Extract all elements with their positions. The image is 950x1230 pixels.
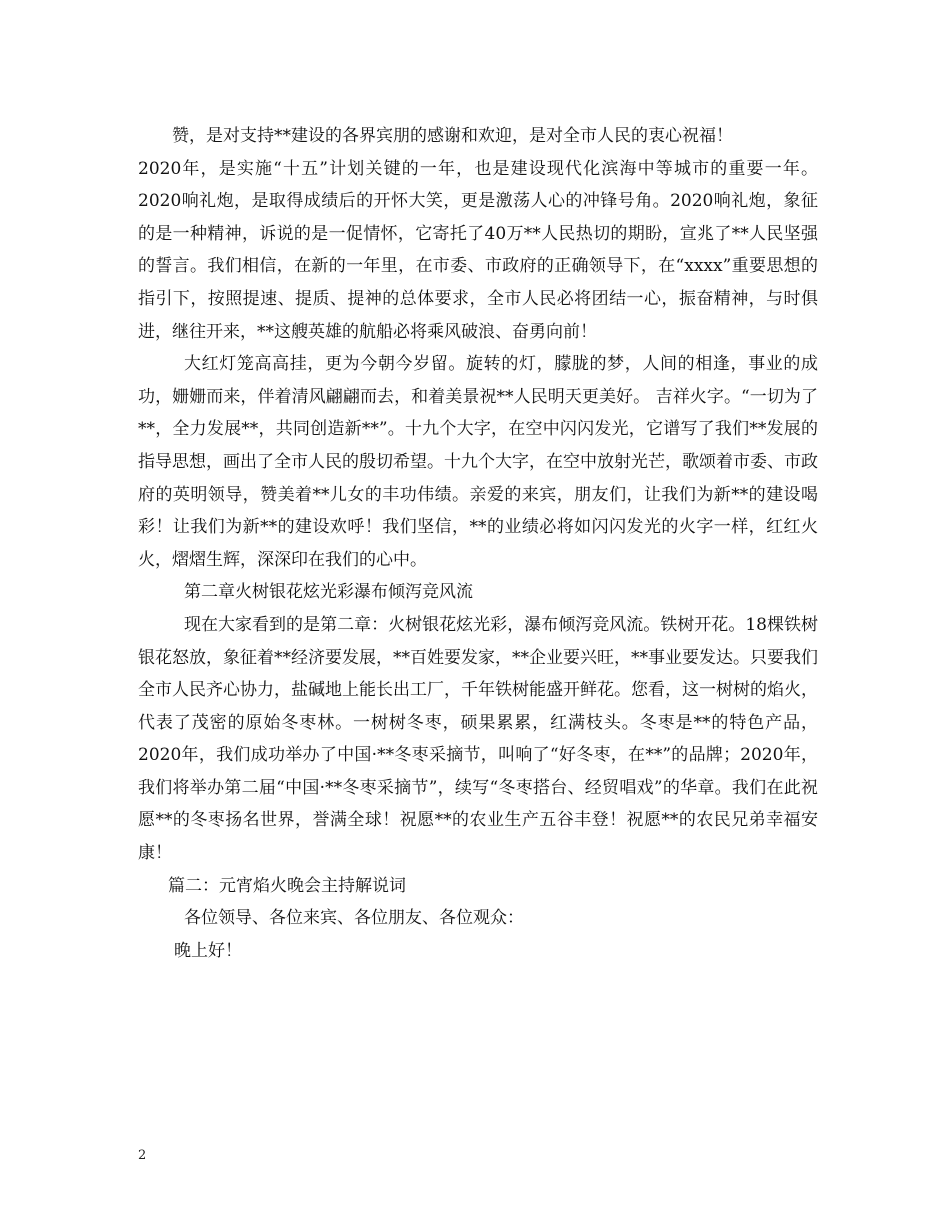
page-number: 2 [138, 1148, 147, 1163]
paragraph: 现在大家看到的是第二章：火树银花炫光彩，瀑布倾泻竞风流。铁树开花。18棵铁树银花怒放，象征着**经济要发展，**百姓要发家，**企业要兴旺，**事业要发达。只要我们全市人民齐心协力，盐碱地上能长出工厂，千年铁树能盛开鲜花。您看，这一树树的焰火，代表了茂密的原始冬枣林。一树树冬枣，硕果累累，红满枝头。冬枣是**的特色产品，2020年，我们成功举办了中国·**冬枣采摘节，叫响了“好冬枣，在**”的品牌；2020年，我们将举办第二届“中国·**冬枣采摘节”，续写“冬枣搭台、经贸唱戏”的华章。我们在此祝愿**的冬枣扬名世界，誉满全球！祝愿**的农业生产五谷丰登！祝愿**的农民兄弟幸福安康！ [138, 614, 818, 864]
paragraph: 大红灯笼高高挂，更为今朝今岁留。旋转的灯，朦胧的梦，人间的相逢，事业的成功，姗姗而来，伴着清风翩翩而去，和着美景祝**人民明天更美好。 吉祥火字。“一切为了**，全力发展**，共同创造新**”。十九个大字，在空中闪闪发光，它谱写了我们**发展的指导思想，画出了全市人民的殷切希望。十九个大字，在空中放射光芒，歌颂着市委、市政府的英明领导，赞美着**儿女的丰功伟绩。亲爱的来宾，朋友们，让我们为新**的建设喝彩！让我们为新**的建设欢呼！我们坚信，**的业绩必将如闪闪发光的火字一样，红红火火，熠熠生辉，深深印在我们的心中。 [138, 354, 818, 570]
document-body [138, 120, 818, 967]
section-heading: 第二章火树银花炫光彩瀑布倾泻竞风流 [184, 582, 473, 603]
greeting: 晚上好！ [174, 940, 242, 961]
paragraph: 赞，是对支持**建设的各界宾朋的感谢和欢迎，是对全市人民的衷心祝福！ [172, 126, 733, 146]
greeting: 各位领导、各位来宾、各位朋友、各位观众： [184, 908, 524, 929]
section-heading: 篇二：元宵焰火晚会主持解说词 [168, 875, 406, 896]
paragraph: 2020年，是实施“十五”计划关键的一年，也是建设现代化滨海中等城市的重要一年。2020响礼炮，是取得成绩后的开怀大笑，更是激荡人心的冲锋号角。2020响礼炮，象征的是一种精神，诉说的是一促情怀，它寄托了40万**人民热切的期盼，宣兆了**人民坚强的誓言。我们相信，在新的一年里，在市委、市政府的正确领导下，在“xxxx”重要思想的指引下，按照提速、提质、提神的总体要求，全市人民必将团结一心，振奋精神，与时俱进，继往开来，**这艘英雄的航船必将乘风破浪、奋勇向前！ [138, 158, 818, 342]
